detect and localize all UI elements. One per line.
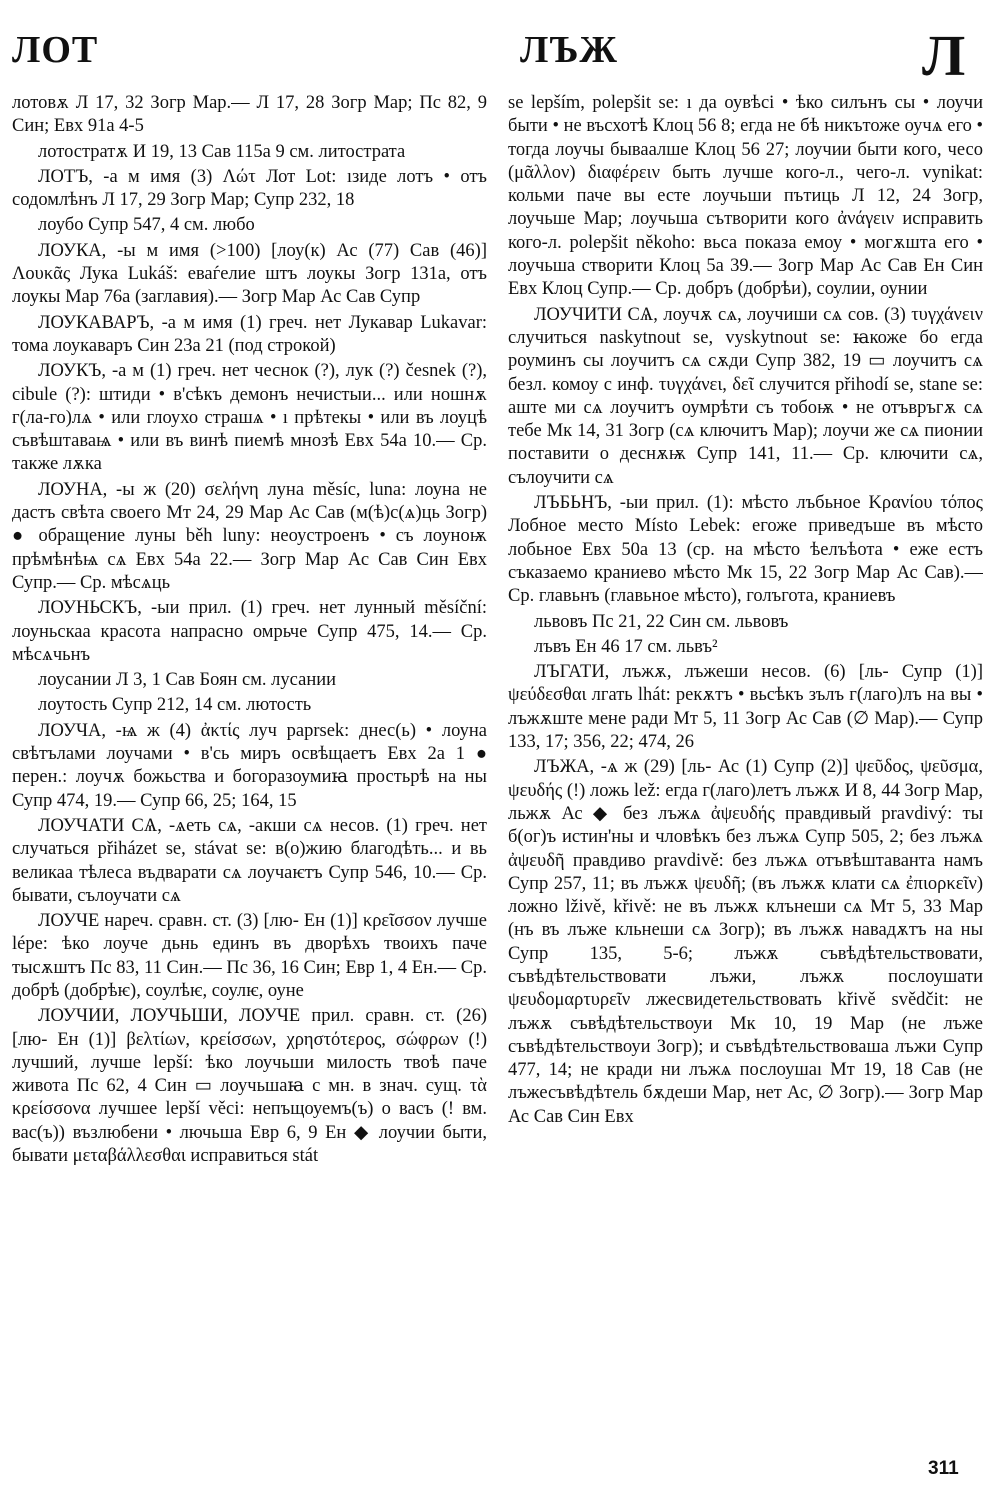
dictionary-entry: лъвъ Ен 46 17 см. львъ²: [534, 636, 718, 657]
dictionary-entry: ЛОУНА, -ы ж (20) σελήνη луна měsíc, luna: лоуна не дастъ свѣта своего Мт 24, 29 Мар Ас Сав (м(ѣ)с(ѧ)ць Зогр) ● обращение луны běh luny: неоустроенъ • съ лоуноѭ прѣмѣнѣѩ сѧ Евх 54а 22.— Зогр Мар Ас Сав Син Евх Супр.— Ср. мѣсѧць: [12, 479, 487, 593]
dictionary-entry: ЛЪЖА, -ѧ ж (29) [ль- Ас (1) Супр (2)] ψεῦδος, ψεῦσμα, ψευδής (!) ложь lež: егда г(лаго)летъ лъжѫ И 8, 44 Зогр Мар, льжѫ Ас ◆ без лъжѧ ἀψευδής правдивый pravdivý: ты б(ог)ъ истин'ны и чловѣкъ без лъжѧ Супр 505, 2; без лъжѧ ἀψευδῆ правдиво pravdivě: без лъжѧ отъвѣштаванта намъ Супр 257, 11; въ лъжѫ ψευδῆ; (въ лъжѫ клати сѧ ἐπιορκεῖν) ложно lživě, křivě: не въ лъжѫ клънеши сѧ Мт 5, 33 Мар (нъ въ лъже кльнеши сѧ Зогр); въ лъжѫ навадѫтъ на ны Супр 135, 5-6; лъжѫ съвѣдѣтельствовати, съвѣдѣтельствовати лъжи, лъжѫ послоушати ψευδομαρτυρεῖν лжесвидетельствовать křivě svědčit: не лъжѫ съвѣдѣтельствоуи Мк 10, 19 Мар (не лъже съвѣдѣтельствоуи Зогр); и съвѣдѣтельствоваша лъжи Супр 477, 14; не кради ни лъжѧ послоушаı Мт 19, 18 Сав (не лъжесъвѣдѣтель бѫдеши Мар, нет Ас, ∅ Зогр).— Зогр Мар Ас Сав Син Евх: [508, 757, 983, 1127]
dictionary-entry: ЛОУКЪ, -а м (1) греч. нет чеснок (?), лук (?) česnek (?), cibule (?): штиди • в'сѣкъ демонъ нечистыи... или ношнѫ г(ла-го)лѧ • или глоухо страшѧ • ı прѣтекы • или въ лоуцѣ съвѣштаваѩ • или въ винѣ пиемѣ мнозѣ Евх 54а 10.— Ср. также лѫка: [12, 361, 487, 475]
dictionary-entry: ЛОУЧИИ, ЛОУЧЬШИ, ЛОУЧЕ прил. сравн. ст. (26) [лю- Ен (1)] βελτίων, κρείσσων, χρηστότερος, σώφρων (!) лучший, лучше lepší: ѣко лоучьши милость твоѣ паче живота Пс 62, 4 Син ▭ лоучьшаꙗ с мн. в знач. сущ. τὰ κρείσσονα лучшее lepší věci: непъщоуемъ(ъ) о васъ (! вм. вас(ъ)) възлюбени • лючьша Евр 6, 9 Ен ◆ лоучии быти, бывати μεταβάλλεσθαι исправиться stát: [12, 1006, 487, 1167]
dictionary-entry: лоутость Супр 212, 14 см. лютость: [38, 695, 312, 716]
dictionary-entry: лоубо Супр 547, 4 см. любо: [38, 215, 255, 236]
dictionary-entry: ЛОУКАВАРЪ, -а м имя (1) греч. нет Лукавар Lukavar: тома лоукаваръ Син 23а 21 (под строкой): [12, 312, 487, 356]
dictionary-entry: ЛОТЪ, -а м имя (3) Λώτ Лот Lot: ıзиде лотъ • отъ содомлѣнъ Л 17, 29 Зогр Мар; Супр 232, 18: [12, 166, 487, 211]
section-letter: Л: [922, 23, 967, 88]
dictionary-entry: ЛОУЧИТИ СѦ, лоучѫ сѧ, лоучиши сѧ сов. (3) τυγχάνειν случиться naskytnout se, vyskytnout se: ꙗкоже бо егда роуминъ сы лоучитъ сѧ сѫди Супр 382, 19 ▭ лоучитъ сѧ безл. комоу с инф. τυγχάνει, δεῖ случится přihodí se, stane se: аште ми сѧ лоучитъ оумрѣти съ тобоѭ • не отъвръгѫ сѧ тебе Мк 14, 31 Зогр (сѧ ключитъ Мар); лоучи же сѧ пионии поставити о деснѫѭ Супр 141, 11.— Ср. ключити сѧ, сълоучити сѧ: [508, 304, 983, 488]
dictionary-entry: лотостратѫ И 19, 13 Сав 115а 9 см. литострата: [38, 141, 406, 162]
right-column: [508, 92, 983, 1472]
page-number: 311: [928, 1458, 959, 1479]
dictionary-entry: ЛЪБЬНЪ, -ыи прил. (1): мѣсто лъбьное Κρανίου τόπος Лобное место Místo Lebek: егоже приведъше въ мѣсто лобьное Евх 50а 13 (ср. на мѣсто ѣелъѣота • еже естъ съказаемо краниево мѣсто Мк 15, 22 Зогр Мар Ас Сав).— Ср. главьнъ (главьное мѣсто), голъгота, краниевъ: [508, 493, 983, 607]
dictionary-entry: ЛОУЧАТИ СѦ, -ѧеть сѧ, -акши сѧ несов. (1) греч. нет случаться přiházet se, stávat se: в(о)жию благодѣть... и вь великаа тѣлеса въдварати сѧ лоучаѥтъ Супр 546, 10.— Ср. бывати, сълоучати сѧ: [12, 815, 487, 906]
dictionary-entry: ЛОУЧЕ нареч. сравн. ст. (3) [лю- Ен (1)] κρεῖσσον лучше lépe: ѣко лоуче дьнь единъ въ дворѣхъ твоихъ паче тысѫштъ Пс 83, 11 Син.— Пс 36, 16 Син; Евр 1, 4 Ен.— Ср. добрѣ (добрѣѥ), соулѣѥ, соулѥ, оуне: [12, 911, 487, 1001]
dictionary-entry: львовъ Пс 21, 22 Син см. львовъ: [534, 611, 789, 632]
running-head-center: ЛЪЖ: [520, 29, 618, 71]
dictionary-entry: ЛОУКА, -ы м имя (>100) [лоу(к) Ас (77) Сав (46)] Λουκᾶς Лука Lukáš: еваѓелие штъ лоукы Зогр 131а, отъ лоукы Мар 76а (заглавия).— Зогр Мар Ас Сав Супр: [12, 240, 487, 308]
dictionary-entry: лоусании Л 3, 1 Сав Боян см. лусании: [38, 670, 337, 691]
dictionary-entry: ЛОУНЬСКЪ, -ыи прил. (1) греч. нет лунный měsíční: лоуньскаа красота напрасно омрьче Супр 475, 14.— Ср. мѣсѧчьнъ: [12, 598, 487, 665]
dictionary-entry: ЛОУЧА, -ѩ ж (4) ἀκτίς луч paprsek: днес(ь) • лоуна свѣтълами лоучами • в'сь миръ освѣщаетъ Евх 2а 1 ● перен.: лоучѫ божьства и богоразоумиꙗ простьрѣ на ны Супр 474, 19.— Супр 66, 25; 164, 15: [12, 720, 487, 811]
dictionary-entry: лотовѫ Л 17, 32 Зогр Мар.— Л 17, 28 Зогр Мар; Пс 82, 9 Син; Евх 91а 4-5: [12, 93, 487, 137]
dictionary-entry: se lepším, polepšit se: ı да оувѣсі • ѣко силънъ сы • лоучи быти • не въсхотѣ Клоц 56 8; егда не бѣ никътоже оучѧ его • тогда лоучы бываалше Клоц 56 27; лоучии быти кого, чесо (μᾶλλον) διαφέρειν быть лучше кого-л., чего-л. vynikat: кольми паче вы есте лоучьши пътиць Л 12, 24 Зогр, лоучьше Мар; лоучьша сътворити кого ἀνάγειν исправить кого-л. polepšit někoho: вьса показа емоу • могѫшта его • лоучьша створити Клоц 5а 39.— Зогр Мар Ас Сав Ен Син Евх Клоц Супр.— Ср. добръ (добрѣи), соулии, оунии: [508, 93, 983, 300]
running-head-left: ЛОТ: [12, 29, 99, 71]
dictionary-entry: ЛЪГАТИ, лъжѫ, лъжеши несов. (6) [ль- Супр (1)] ψεύδεσθαι лгать lhát: рекѫтъ • вьсѣкъ зълъ г(лаго)лъ на вы • лъжѫште мене ради Мт 5, 11 Зогр Ас Сав (∅ Мар).— Супр 133, 17; 356, 22; 474, 26: [508, 662, 983, 753]
left-column: [12, 92, 487, 1472]
